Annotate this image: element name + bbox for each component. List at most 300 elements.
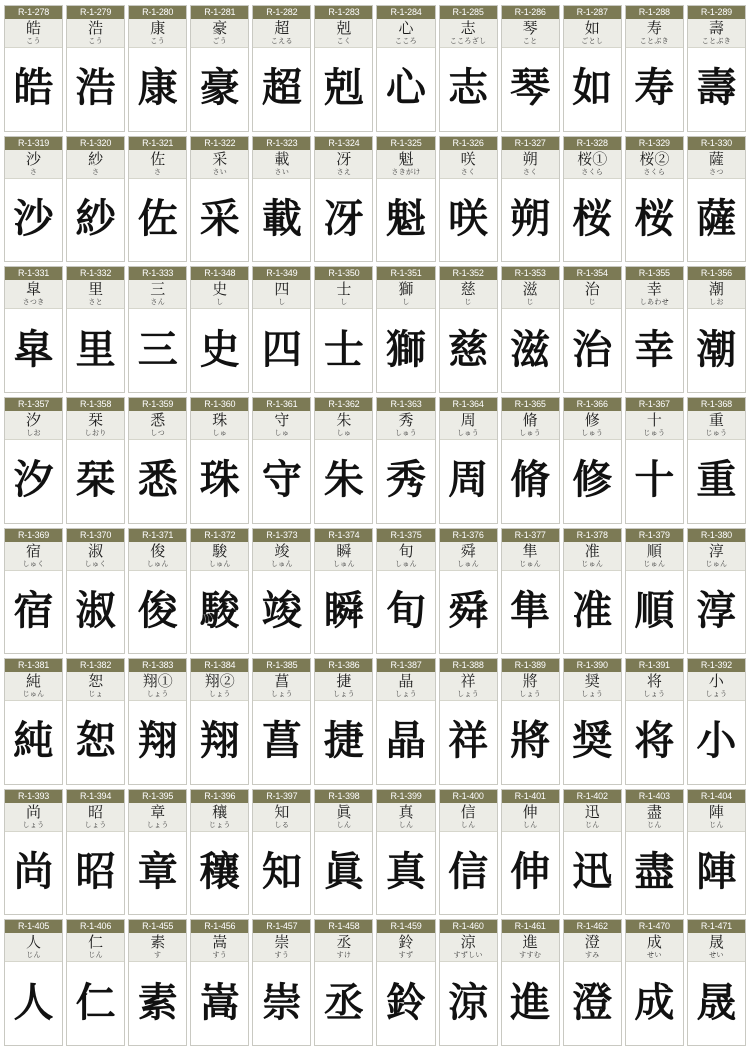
kanji-catalog-item[interactable]: [314, 5, 373, 132]
item-glyph-preview: 朱: [315, 440, 372, 523]
item-kanji-label: 祥: [460, 672, 476, 691]
kanji-catalog-item[interactable]: [252, 658, 311, 785]
kanji-catalog-item[interactable]: [687, 136, 746, 263]
item-code: R-1-328: [564, 137, 621, 150]
kanji-catalog-item[interactable]: [687, 528, 746, 655]
kanji-catalog-item[interactable]: [376, 397, 435, 524]
item-glyph-preview: 周: [440, 440, 497, 523]
kanji-catalog-item[interactable]: [314, 136, 373, 263]
item-reading: [67, 933, 124, 962]
kanji-catalog-item[interactable]: [625, 528, 684, 655]
item-kanji-label: 俊: [150, 541, 166, 560]
kanji-catalog-item[interactable]: [128, 528, 187, 655]
kanji-catalog-item[interactable]: [4, 789, 63, 916]
kanji-catalog-item[interactable]: [439, 528, 498, 655]
item-code: R-1-321: [129, 137, 186, 150]
kanji-catalog-item[interactable]: [563, 136, 622, 263]
item-code: R-1-368: [688, 398, 745, 411]
item-reading: [129, 933, 186, 962]
kanji-catalog-item[interactable]: [501, 658, 560, 785]
item-reading: [253, 280, 310, 309]
kanji-catalog-item[interactable]: [128, 136, 187, 263]
kanji-catalog-item[interactable]: [687, 658, 746, 785]
item-reading: [253, 150, 310, 179]
kanji-catalog-item[interactable]: [376, 919, 435, 1046]
item-kanji-label: 竣: [274, 541, 290, 560]
item-kana-reading: しゅん: [395, 559, 417, 568]
kanji-catalog-item[interactable]: [687, 789, 746, 916]
item-code: R-1-356: [688, 267, 745, 280]
item-reading: [564, 411, 621, 440]
kanji-catalog-item[interactable]: [439, 5, 498, 132]
kanji-catalog-item[interactable]: [687, 5, 746, 132]
item-reading: [253, 411, 310, 440]
item-kanji-label: 守: [274, 410, 290, 429]
item-code: R-1-286: [502, 6, 559, 19]
item-glyph-preview: 采: [191, 179, 248, 262]
item-kanji-label: 鈴: [398, 933, 414, 952]
item-reading: [688, 150, 745, 179]
kanji-catalog-item[interactable]: [4, 397, 63, 524]
item-code: R-1-392: [688, 659, 745, 672]
item-kana-reading: じ: [588, 298, 596, 307]
item-glyph-preview: 淳: [688, 571, 745, 654]
item-kana-reading: さく: [460, 167, 476, 176]
item-code: R-1-393: [5, 790, 62, 803]
item-glyph-preview: 史: [191, 309, 248, 392]
item-kana-reading: しょう: [146, 690, 169, 699]
item-kana-reading: しょう: [332, 690, 355, 699]
kanji-catalog-item[interactable]: [66, 789, 125, 916]
kanji-catalog-item[interactable]: [4, 266, 63, 393]
item-reading: [129, 411, 186, 440]
item-kana-reading: じ: [464, 298, 472, 307]
kanji-catalog-item[interactable]: [314, 397, 373, 524]
item-code: R-1-322: [191, 137, 248, 150]
item-kana-reading: すず: [398, 951, 414, 960]
item-glyph-preview: 里: [67, 309, 124, 392]
item-kanji-label: 丞: [336, 933, 352, 952]
item-kana-reading: しゅう: [457, 428, 480, 437]
item-kana-reading: しゅう: [395, 428, 417, 437]
kanji-catalog-item[interactable]: [687, 397, 746, 524]
item-kanji-label: 載: [274, 149, 290, 168]
kanji-catalog-item[interactable]: [252, 919, 311, 1046]
item-code: R-1-401: [502, 790, 559, 803]
kanji-catalog-item[interactable]: [128, 658, 187, 785]
item-glyph-preview: 章: [129, 832, 186, 915]
item-kana-reading: し: [340, 298, 348, 307]
item-kanji-label: 皐: [26, 280, 42, 299]
item-kana-reading: しょう: [270, 690, 293, 699]
item-reading: [191, 933, 248, 962]
item-reading: [129, 19, 186, 48]
item-glyph-preview: 真: [377, 832, 434, 915]
item-glyph-preview: 載: [253, 179, 310, 262]
kanji-catalog-item[interactable]: [563, 5, 622, 132]
item-reading: [129, 150, 186, 179]
item-kana-reading: しょう: [519, 690, 542, 699]
item-code: R-1-394: [67, 790, 124, 803]
item-code: R-1-289: [688, 6, 745, 19]
kanji-catalog-item[interactable]: [439, 658, 498, 785]
kanji-catalog-item[interactable]: [128, 919, 187, 1046]
item-glyph-preview: 守: [253, 440, 310, 523]
kanji-catalog-item[interactable]: [128, 5, 187, 132]
kanji-catalog-item[interactable]: [439, 136, 498, 263]
catalog-row: [4, 397, 746, 524]
kanji-catalog-item[interactable]: [252, 5, 311, 132]
item-kanji-label: 滋: [522, 280, 538, 299]
item-kana-reading: しょう: [643, 690, 666, 699]
item-code: R-1-382: [67, 659, 124, 672]
kanji-catalog-item[interactable]: [625, 266, 684, 393]
item-kanji-label: 宿: [26, 541, 42, 560]
item-reading: [67, 542, 124, 571]
kanji-catalog-item[interactable]: [190, 397, 249, 524]
kanji-catalog-item[interactable]: [687, 919, 746, 1046]
item-glyph-preview: 昭: [67, 832, 124, 915]
item-reading: [688, 280, 745, 309]
item-glyph-preview: 純: [5, 701, 62, 784]
item-glyph-preview: 駿: [191, 571, 248, 654]
item-glyph-preview: 冴: [315, 179, 372, 262]
item-kanji-label: 里: [88, 280, 104, 299]
item-kana-reading: じ: [526, 298, 534, 307]
kanji-catalog-item[interactable]: [190, 136, 249, 263]
item-kana-reading: しつ: [150, 428, 165, 437]
item-kana-reading: すう: [274, 951, 290, 960]
item-kanji-label: 士: [336, 280, 352, 299]
item-code: R-1-404: [688, 790, 745, 803]
item-kanji-label: 咲: [460, 149, 476, 168]
item-code: R-1-398: [315, 790, 372, 803]
item-kana-reading: しん: [460, 820, 476, 829]
item-glyph-preview: 人: [5, 962, 62, 1045]
item-kanji-label: 皓: [26, 19, 42, 37]
kanji-catalog-item[interactable]: [563, 266, 622, 393]
kanji-catalog-item[interactable]: [66, 136, 125, 263]
kanji-catalog-item[interactable]: [128, 397, 187, 524]
kanji-catalog-item[interactable]: [66, 658, 125, 785]
kanji-catalog-item[interactable]: [439, 919, 498, 1046]
kanji-catalog-item[interactable]: [501, 136, 560, 263]
item-code: R-1-326: [440, 137, 497, 150]
item-reading: [688, 19, 745, 48]
kanji-catalog-item[interactable]: [190, 528, 249, 655]
item-reading: [253, 19, 310, 48]
item-glyph-preview: 舜: [440, 571, 497, 654]
item-kanji-label: 慈: [460, 280, 476, 299]
item-kanji-label: 淳: [708, 541, 724, 560]
item-kanji-label: 成: [646, 933, 662, 952]
item-glyph-preview: 汐: [5, 440, 62, 523]
item-glyph-preview: 皐: [5, 309, 62, 392]
item-code: R-1-365: [502, 398, 559, 411]
item-reading: [440, 542, 497, 571]
item-reading: [626, 933, 683, 962]
kanji-catalog-item[interactable]: [625, 136, 684, 263]
item-kana-reading: しゅく: [84, 559, 107, 568]
kanji-catalog-item[interactable]: [128, 266, 187, 393]
item-kana-reading: しょう: [22, 820, 45, 829]
kanji-catalog-item[interactable]: [252, 136, 311, 263]
kanji-catalog-item[interactable]: [501, 266, 560, 393]
kanji-catalog-item[interactable]: [252, 528, 311, 655]
item-reading: [129, 803, 186, 832]
item-kana-reading: すみ: [584, 951, 600, 960]
kanji-catalog-item[interactable]: [563, 528, 622, 655]
kanji-catalog-item[interactable]: [376, 5, 435, 132]
item-reading: [5, 280, 62, 309]
kanji-catalog-item[interactable]: [501, 789, 560, 916]
item-reading: [688, 411, 745, 440]
item-code: R-1-323: [253, 137, 310, 150]
kanji-catalog-item[interactable]: [625, 5, 684, 132]
item-glyph-preview: 晟: [688, 962, 745, 1045]
kanji-catalog-item[interactable]: [376, 528, 435, 655]
item-kana-reading: し: [402, 298, 410, 307]
item-reading: [315, 411, 372, 440]
item-glyph-preview: 康: [129, 48, 186, 131]
kanji-catalog-item[interactable]: [190, 789, 249, 916]
item-reading: [440, 803, 497, 832]
item-kana-reading: さい: [212, 167, 228, 176]
kanji-catalog-item[interactable]: [625, 919, 684, 1046]
kanji-catalog-item[interactable]: [563, 789, 622, 916]
item-kana-reading: すけ: [336, 951, 352, 960]
item-kanji-label: 翔②: [204, 672, 235, 691]
item-kanji-label: 治: [584, 280, 600, 299]
item-reading: [377, 672, 434, 701]
item-kana-reading: じょう: [208, 820, 231, 829]
item-code: R-1-319: [5, 137, 62, 150]
kanji-catalog-item[interactable]: [190, 266, 249, 393]
item-code: R-1-287: [564, 6, 621, 19]
item-kana-reading: しおり: [84, 428, 107, 437]
item-code: R-1-371: [129, 529, 186, 542]
item-reading: [315, 150, 372, 179]
item-code: R-1-460: [440, 920, 497, 933]
kanji-catalog-item[interactable]: [501, 919, 560, 1046]
item-glyph-preview: 菖: [253, 701, 310, 784]
item-reading: [191, 150, 248, 179]
kanji-catalog-item[interactable]: [314, 789, 373, 916]
kanji-catalog-item[interactable]: [128, 789, 187, 916]
item-kanji-label: 浩: [88, 19, 104, 37]
item-code: R-1-350: [315, 267, 372, 280]
item-reading: [626, 672, 683, 701]
item-code: R-1-370: [67, 529, 124, 542]
item-kanji-label: 悉: [150, 410, 166, 429]
kanji-catalog-item[interactable]: [66, 397, 125, 524]
kanji-catalog-item[interactable]: [625, 789, 684, 916]
item-code: R-1-349: [253, 267, 310, 280]
kanji-catalog-item[interactable]: [252, 789, 311, 916]
item-reading: [440, 672, 497, 701]
kanji-catalog-item[interactable]: [4, 919, 63, 1046]
kanji-catalog-item[interactable]: [376, 266, 435, 393]
item-reading: [377, 542, 434, 571]
kanji-catalog-item[interactable]: [252, 397, 311, 524]
item-glyph-preview: 俊: [129, 571, 186, 654]
item-code: R-1-354: [564, 267, 621, 280]
item-reading: [5, 411, 62, 440]
kanji-catalog-item[interactable]: [501, 397, 560, 524]
item-kanji-label: 獅: [398, 280, 414, 299]
item-code: R-1-331: [5, 267, 62, 280]
item-kana-reading: し: [216, 298, 224, 307]
item-glyph-preview: 四: [253, 309, 310, 392]
item-kana-reading: しょう: [581, 690, 604, 699]
kanji-catalog-item[interactable]: [314, 528, 373, 655]
kanji-catalog-item[interactable]: [252, 266, 311, 393]
item-reading: [5, 933, 62, 962]
kanji-catalog-item[interactable]: [314, 658, 373, 785]
item-kana-reading: さつき: [22, 298, 45, 307]
item-kanji-label: 汐: [26, 410, 42, 429]
item-glyph-preview: 沙: [5, 179, 62, 262]
item-code: R-1-379: [626, 529, 683, 542]
kanji-catalog-item[interactable]: [190, 919, 249, 1046]
kanji-catalog-item[interactable]: [4, 658, 63, 785]
kanji-catalog-item[interactable]: [376, 658, 435, 785]
item-kanji-label: 翔①: [142, 672, 173, 691]
item-reading: [502, 933, 559, 962]
item-kana-reading: ごとし: [581, 37, 604, 45]
item-kanji-label: 沙: [26, 149, 42, 168]
item-kanji-label: 人: [26, 933, 42, 952]
item-kanji-label: 脩: [522, 410, 538, 429]
item-reading: [129, 542, 186, 571]
item-code: R-1-471: [688, 920, 745, 933]
kanji-catalog-item[interactable]: [563, 919, 622, 1046]
item-glyph-preview: 進: [502, 962, 559, 1045]
item-reading: [564, 672, 621, 701]
item-kanji-label: 舜: [460, 541, 476, 560]
item-kana-reading: さ: [29, 167, 38, 176]
item-code: R-1-384: [191, 659, 248, 672]
item-glyph-preview: 獅: [377, 309, 434, 392]
item-code: R-1-283: [315, 6, 372, 19]
item-kanji-label: 真: [398, 802, 414, 821]
kanji-catalog-item[interactable]: [439, 397, 498, 524]
catalog-row: [4, 789, 746, 916]
item-glyph-preview: 崇: [253, 962, 310, 1045]
item-reading: [626, 803, 683, 832]
item-glyph-preview: 成: [626, 962, 683, 1045]
kanji-catalog-item[interactable]: [66, 528, 125, 655]
item-kana-reading: すずしい: [453, 951, 483, 960]
item-glyph-preview: 捷: [315, 701, 372, 784]
item-code: R-1-325: [377, 137, 434, 150]
kanji-catalog-item[interactable]: [563, 658, 622, 785]
kanji-catalog-item[interactable]: [66, 5, 125, 132]
item-reading: [502, 542, 559, 571]
kanji-catalog-item[interactable]: [625, 658, 684, 785]
item-glyph-preview: 淑: [67, 571, 124, 654]
item-kanji-label: 隼: [522, 541, 538, 560]
kanji-catalog-item[interactable]: [190, 5, 249, 132]
item-kanji-label: 眞: [336, 802, 352, 821]
kanji-catalog-item[interactable]: [376, 136, 435, 263]
kanji-catalog-item[interactable]: [190, 658, 249, 785]
item-reading: [5, 672, 62, 701]
item-kanji-label: 盡: [646, 802, 662, 821]
item-kanji-label: 伸: [522, 802, 538, 821]
item-kana-reading: さえ: [336, 167, 352, 176]
catalog-row: [4, 658, 746, 785]
item-kanji-label: 采: [212, 149, 228, 168]
item-code: R-1-399: [377, 790, 434, 803]
item-code: R-1-459: [377, 920, 434, 933]
item-kana-reading: こう: [150, 37, 165, 45]
kanji-catalog-item[interactable]: [314, 266, 373, 393]
item-kana-reading: こう: [26, 37, 41, 45]
kanji-catalog-item[interactable]: [625, 397, 684, 524]
kanji-catalog-item[interactable]: [439, 266, 498, 393]
item-kana-reading: しゅん: [270, 559, 293, 568]
item-glyph-preview: 祥: [440, 701, 497, 784]
item-glyph-preview: 珠: [191, 440, 248, 523]
item-kana-reading: ことぶき: [701, 37, 731, 45]
item-code: R-1-457: [253, 920, 310, 933]
kanji-catalog-item[interactable]: [563, 397, 622, 524]
kanji-catalog-item[interactable]: [501, 5, 560, 132]
kanji-catalog-item[interactable]: [4, 5, 63, 132]
item-code: R-1-282: [253, 6, 310, 19]
item-glyph-preview: 朔: [502, 179, 559, 262]
item-reading: [502, 280, 559, 309]
item-glyph-preview: 如: [564, 48, 621, 131]
kanji-catalog-item[interactable]: [439, 789, 498, 916]
catalog-row: [4, 136, 746, 263]
item-glyph-preview: 志: [440, 48, 497, 131]
item-kana-reading: さくら: [581, 167, 604, 176]
item-kana-reading: しん: [522, 820, 538, 829]
item-code: R-1-406: [67, 920, 124, 933]
kanji-catalog-item[interactable]: [4, 528, 63, 655]
item-kana-reading: じん: [88, 951, 103, 960]
kanji-catalog-item[interactable]: [4, 136, 63, 263]
item-kanji-label: 桜①: [577, 149, 608, 168]
item-kanji-label: 幸: [646, 280, 662, 299]
item-glyph-preview: 將: [502, 701, 559, 784]
item-code: R-1-372: [191, 529, 248, 542]
item-kanji-label: 駿: [212, 541, 228, 560]
kanji-catalog-item[interactable]: [376, 789, 435, 916]
kanji-catalog-item[interactable]: [687, 266, 746, 393]
kanji-catalog-item[interactable]: [66, 919, 125, 1046]
kanji-catalog-item[interactable]: [66, 266, 125, 393]
kanji-catalog-item[interactable]: [501, 528, 560, 655]
item-kanji-label: 菖: [274, 672, 290, 691]
item-code: R-1-400: [440, 790, 497, 803]
item-kana-reading: じゅう: [705, 428, 728, 437]
item-kanji-label: 壽: [708, 19, 724, 37]
item-kana-reading: しゅ: [274, 428, 290, 437]
item-kana-reading: じゅん: [643, 559, 666, 568]
kanji-catalog-item[interactable]: [314, 919, 373, 1046]
item-kanji-label: 魁: [398, 149, 414, 168]
item-code: R-1-288: [626, 6, 683, 19]
item-glyph-preview: 滋: [502, 309, 559, 392]
item-kana-reading: しょう: [84, 820, 107, 829]
item-code: R-1-387: [377, 659, 434, 672]
item-kanji-label: 秀: [398, 410, 414, 429]
item-code: R-1-364: [440, 398, 497, 411]
item-code: R-1-278: [5, 6, 62, 19]
